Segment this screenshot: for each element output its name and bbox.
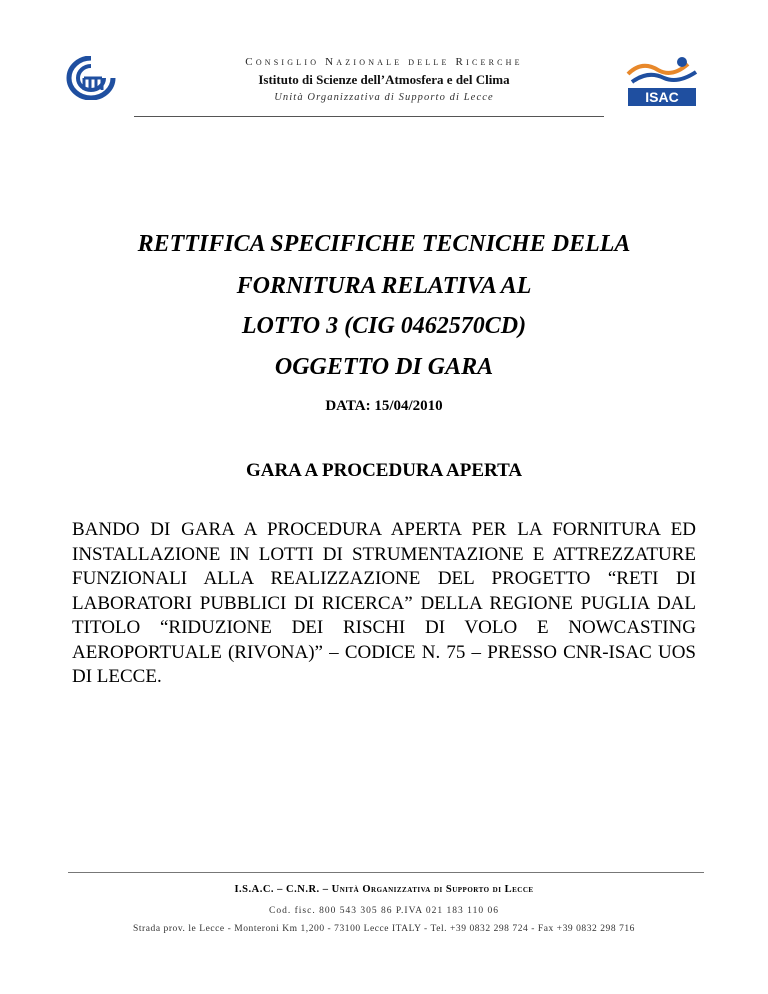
isac-logo <box>622 52 704 108</box>
footer-address: Strada prov. le Lecce - Monteroni Km 1,200 - 73100 Lecce ITALY - Tel. +39 0832 298 724 - Fax +39 0832 298 716 <box>133 924 635 934</box>
header-organization: Consiglio Nazionale delle Ricerche <box>245 56 523 68</box>
document-date: DATA: 15/04/2010 <box>325 398 443 414</box>
footer-tax-codes: Cod. fisc. 800 543 305 86 P.IVA 021 183 110 06 <box>269 906 499 916</box>
header-divider <box>134 116 604 117</box>
header-institute: Istituto di Scienze dell’Atmosfera e del Clima <box>258 72 510 87</box>
isac-logo-text: ISAC <box>645 89 679 105</box>
document-title-line-1: RETTIFICA SPECIFICHE TECNICHE DELLA <box>137 231 631 257</box>
header-unit: Unità Organizzativa di Supporto di Lecce <box>274 92 494 103</box>
footer-organization: I.S.A.C. – C.N.R. – Unità Organizzativa di Supporto di Lecce <box>234 884 534 895</box>
bando-paragraph: BANDO DI GARA A PROCEDURA APERTA PER LA FORNITURA ED INSTALLAZIONE IN LOTTI DI STRUMENTAZIONE E ATTREZZATURE FUNZIONALI ALLA REALIZZAZIONE DEL PROGETTO “RETI DI LABORATORI PUBBLICI DI RICERCA” DELLA REGIONE PUGLIA DAL TITOLO “RIDUZIONE DEI RISCHI DI VOLO E NOWCASTING AEROPORTUALE (RIVONA)” – CODICE N. 75 – PRESSO CNR-ISAC UOS DI LECCE. <box>72 519 696 687</box>
document-title-line-4: OGGETTO DI GARA <box>274 354 494 380</box>
footer-divider <box>68 872 704 873</box>
procedure-heading: GARA A PROCEDURA APERTA <box>245 460 523 481</box>
letterhead <box>0 0 768 120</box>
document-title-line-3: LOTTO 3 (CIG 0462570CD) <box>241 313 527 339</box>
document-title-line-2: FORNITURA RELATIVA AL <box>236 273 532 299</box>
